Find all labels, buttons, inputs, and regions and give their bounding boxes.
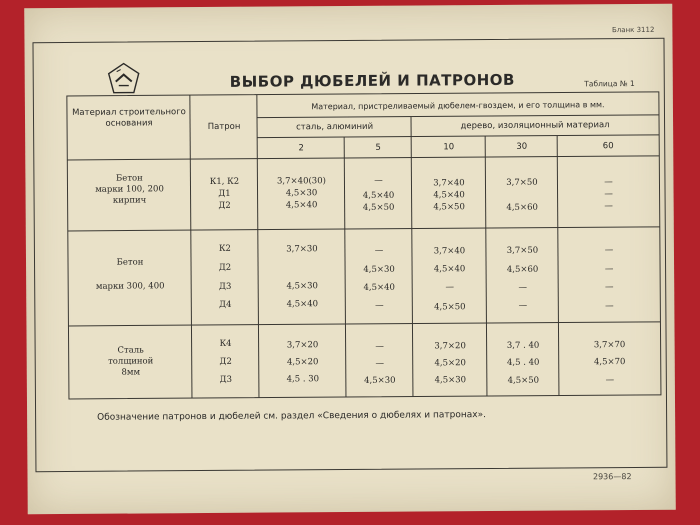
value-cell: 3,7×40 bbox=[433, 178, 465, 189]
value-cell: 4,5×60 bbox=[506, 264, 539, 275]
value-cell: 4,5 . 40 bbox=[506, 357, 540, 368]
value-cell: — bbox=[604, 177, 613, 188]
document-sheet bbox=[24, 4, 676, 515]
value-cell: 4,5 . 30 bbox=[286, 374, 320, 385]
base-label-line: толщиной bbox=[108, 356, 154, 367]
value-cell: — bbox=[604, 245, 614, 256]
value-cell: 4,5×40 bbox=[433, 264, 466, 275]
value-cell: 3,7 . 40 bbox=[506, 340, 540, 351]
header-thickness-5: 5 bbox=[375, 142, 381, 153]
base-label-line: марки 100, 200 bbox=[95, 184, 164, 195]
value-cell: 4,5×50 bbox=[507, 375, 540, 386]
base-label-line: Сталь bbox=[117, 345, 144, 356]
value-cell: 4,5×30 bbox=[434, 375, 467, 386]
value-cell: 4,5×40 bbox=[286, 299, 319, 310]
value-cell: 4,5×50 bbox=[362, 202, 395, 213]
header-wood-insulation: дерево, изоляционный материал bbox=[460, 120, 610, 132]
value-cell: 3,7×20 bbox=[434, 341, 466, 352]
value-cell: 4,5×40 bbox=[433, 190, 465, 201]
value-cell: 4,5×50 bbox=[433, 202, 465, 213]
header-material-base: Материал строительного основания bbox=[72, 107, 186, 129]
value-cell: — bbox=[605, 301, 614, 312]
base-label-line: 8мм bbox=[121, 367, 141, 378]
value-cell: 3,7×50 bbox=[506, 177, 538, 188]
header-thickness-2: 2 bbox=[298, 143, 304, 154]
value-cell: 3,7×40 bbox=[433, 246, 466, 257]
value-cell: 3,7×40(30) bbox=[276, 176, 326, 187]
value-cell: 3,7×20 bbox=[286, 340, 319, 351]
value-cell: 3,7×50 bbox=[506, 245, 539, 256]
value-cell: — bbox=[375, 300, 384, 311]
cartridge-cell: Д3 bbox=[219, 374, 233, 385]
document-title: ВЫБОР ДЮБЕЛЕЙ И ПАТРОНОВ bbox=[229, 70, 515, 91]
base-label-line: кирпич bbox=[112, 195, 147, 206]
cartridge-cell: Д1 bbox=[218, 188, 231, 199]
value-cell: — bbox=[605, 375, 615, 386]
value-cell: 4,5×70 bbox=[593, 357, 626, 368]
header-thickness-30: 30 bbox=[516, 141, 528, 152]
value-cell: 4,5×30 bbox=[363, 264, 395, 275]
value-cell: 4,5×50 bbox=[434, 302, 466, 313]
header-thickness-60: 60 bbox=[602, 141, 614, 152]
base-label-line: Бетон bbox=[116, 173, 143, 184]
value-cell: 4,5×20 bbox=[434, 358, 466, 369]
cartridge-cell: К1, К2 bbox=[209, 176, 240, 187]
table-number: Таблица № 1 bbox=[584, 79, 635, 89]
value-cell: 4,5×20 bbox=[286, 357, 319, 368]
value-cell: — bbox=[445, 282, 454, 293]
value-cell: 4,5×30 bbox=[285, 188, 318, 199]
form-number: 2936—82 bbox=[592, 472, 632, 482]
value-cell: — bbox=[375, 358, 385, 369]
value-cell: — bbox=[375, 341, 384, 352]
header-material-shot: Материал, пристреливаемый дюбелем-гвоздем, и его толщина в мм. bbox=[311, 100, 605, 112]
value-cell: 4,5×30 bbox=[364, 375, 396, 386]
cartridge-cell: Д4 bbox=[219, 299, 232, 310]
value-cell: 4,5×40 bbox=[362, 190, 395, 201]
value-cell: — bbox=[604, 201, 613, 212]
value-cell: 4,5×30 bbox=[286, 281, 318, 292]
value-cell: 4,5×40 bbox=[363, 282, 395, 293]
header-steel-aluminium: сталь, алюминий bbox=[296, 121, 374, 133]
footnote: Обозначение патронов и дюбелей см. раздел «Сведения о дюбелях и патронах». bbox=[97, 410, 486, 423]
value-cell: 3,7×70 bbox=[593, 340, 626, 351]
base-label-line: Бетон bbox=[116, 257, 144, 268]
cartridge-cell: Д2 bbox=[218, 200, 231, 211]
value-cell: — bbox=[518, 300, 528, 311]
cartridge-cell: К2 bbox=[218, 243, 231, 254]
value-cell: — bbox=[518, 282, 527, 293]
value-cell: 4,5×60 bbox=[506, 202, 538, 213]
value-cell: — bbox=[374, 245, 384, 256]
cartridge-cell: К4 bbox=[219, 338, 232, 349]
base-label-line: марки 300, 400 bbox=[95, 281, 165, 292]
cartridge-cell: Д2 bbox=[218, 262, 232, 273]
header-thickness-10: 10 bbox=[443, 142, 455, 153]
value-cell: — bbox=[604, 189, 613, 200]
value-cell: — bbox=[604, 282, 614, 293]
header-cartridge: Патрон bbox=[207, 121, 241, 132]
value-cell: 3,7×30 bbox=[286, 244, 318, 255]
value-cell: 4,5×40 bbox=[285, 200, 318, 211]
cartridge-cell: Д2 bbox=[219, 356, 232, 367]
blank-number: Бланк 3112 bbox=[611, 25, 655, 35]
value-cell: — bbox=[374, 175, 383, 186]
cartridge-cell: Д3 bbox=[218, 281, 232, 292]
value-cell: — bbox=[604, 264, 614, 275]
